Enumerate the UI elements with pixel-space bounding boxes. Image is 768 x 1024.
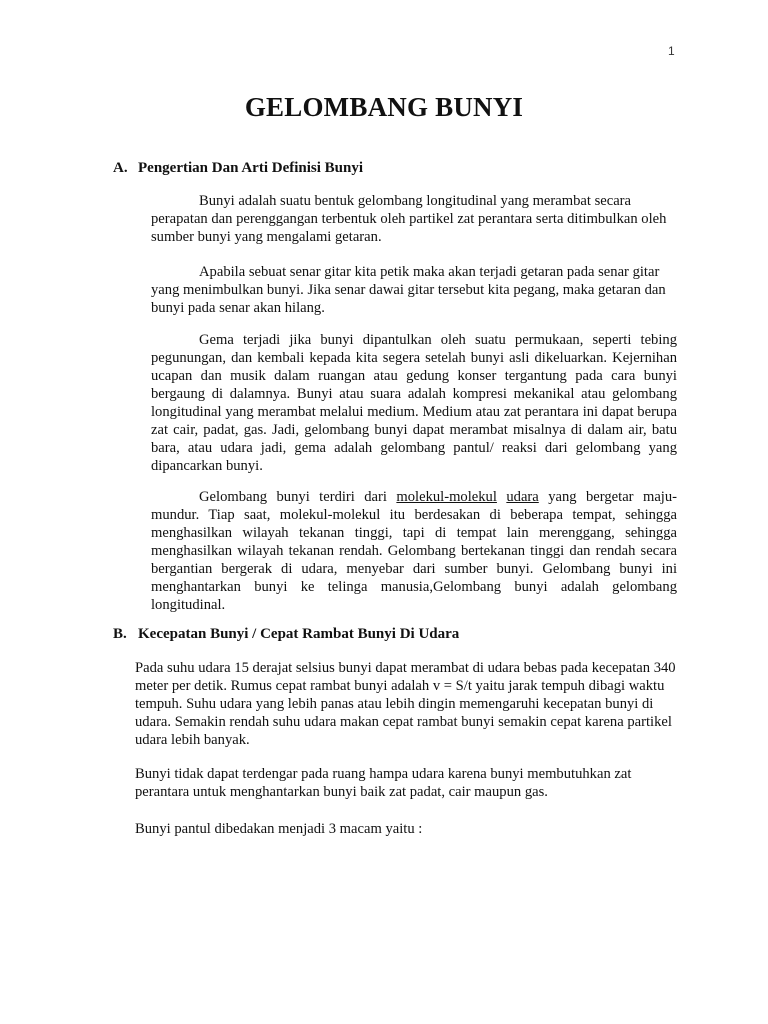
link-udara[interactable]: udara xyxy=(506,489,539,505)
section-a-paragraph-1: Bunyi adalah suatu bentuk gelombang longitudinal yang merambat secara perapatan dan perenggangan terbentuk oleh partikel zat perantara serta ditimbulkan oleh sumber bunyi yang mengalami getaran. xyxy=(151,193,667,245)
section-b-paragraph-1: Pada suhu udara 15 derajat selsius bunyi dapat merambat di udara bebas pada kecepatan 340 meter per detik. Rumus cepat rambat bunyi adalah v = S/t yaitu jarak tempuh dibagi waktu tempuh. Suhu udara yang lebih panas atau lebih dingin memengaruhi kecepatan bunyi di udara. Semakin rendah suhu udara makan cepat rambat bunyi semakin cepat karena partikel udara lebih banyak. xyxy=(135,660,676,748)
section-a-paragraph-4 xyxy=(151,488,677,614)
section-b-heading xyxy=(113,626,459,643)
p4-text-before: Gelombang bunyi terdiri dari xyxy=(199,489,397,505)
p4-space xyxy=(497,489,506,505)
section-b-letter: B. xyxy=(113,626,127,642)
p4-text-after: yang bergetar maju-mundur. Tiap saat, molekul-molekul itu berdesakan di beberapa tempat, sehingga menghasilkan wilayah tekanan tinggi, tapi di tempat lain merenggang, sehingga menghasilkan wilayah tekanan rendah. Gelombang bertekanan tinggi dan rendah secara bergantian bergerak di udara, menyebar dari sumber bunyi. Gelombang bunyi ini menghantarkan bunyi ke telinga manusia,Gelombang bunyi adalah gelombang longitudinal. xyxy=(151,489,678,613)
page-title: GELOMBANG BUNYI xyxy=(244,92,524,122)
link-molekul[interactable]: molekul-molekul xyxy=(396,489,497,505)
section-a-letter: A. xyxy=(113,160,128,176)
section-b-heading-text: Kecepatan Bunyi / Cepat Rambat Bunyi Di Udara xyxy=(138,626,460,642)
section-a-heading-text: Pengertian Dan Arti Definisi Bunyi xyxy=(138,160,364,176)
section-b-paragraph-3: Bunyi pantul dibedakan menjadi 3 macam yaitu : xyxy=(135,821,423,837)
section-b-paragraph-2: Bunyi tidak dapat terdengar pada ruang hampa udara karena bunyi membutuhkan zat perantara untuk menghantarkan bunyi baik zat padat, cair maupun gas. xyxy=(135,766,632,800)
page-number: 1 xyxy=(668,44,675,58)
section-a-paragraph-2: Apabila sebuat senar gitar kita petik maka akan terjadi getaran pada senar gitar yang menimbulkan bunyi. Jika senar dawai gitar tersebut kita pegang, maka getaran dan bunyi pada senar akan hilang. xyxy=(151,264,666,316)
section-a-paragraph-3: Gema terjadi jika bunyi dipantulkan oleh suatu permukaan, seperti tebing pegunungan, dan kembali kepada kita segera setelah bunyi asli dikeluarkan. Kejernihan ucapan dan musik dalam ruangan atau gedung konser tergantung pada cara bunyi bergaung di dalamnya. Bunyi atau suara adalah kompresi mekanikal atau gelombang longitudinal yang merambat melalui medium. Medium atau zat perantara ini dapat berupa zat cair, padat, gas. Jadi, gelombang bunyi dapat merambat misalnya di dalam air, batu bara, atau udara jadi, gema adalah gelombang pantul/ reaksi dari gelombang yang dipancarkan bunyi. xyxy=(151,332,677,474)
section-a-heading xyxy=(113,160,363,177)
